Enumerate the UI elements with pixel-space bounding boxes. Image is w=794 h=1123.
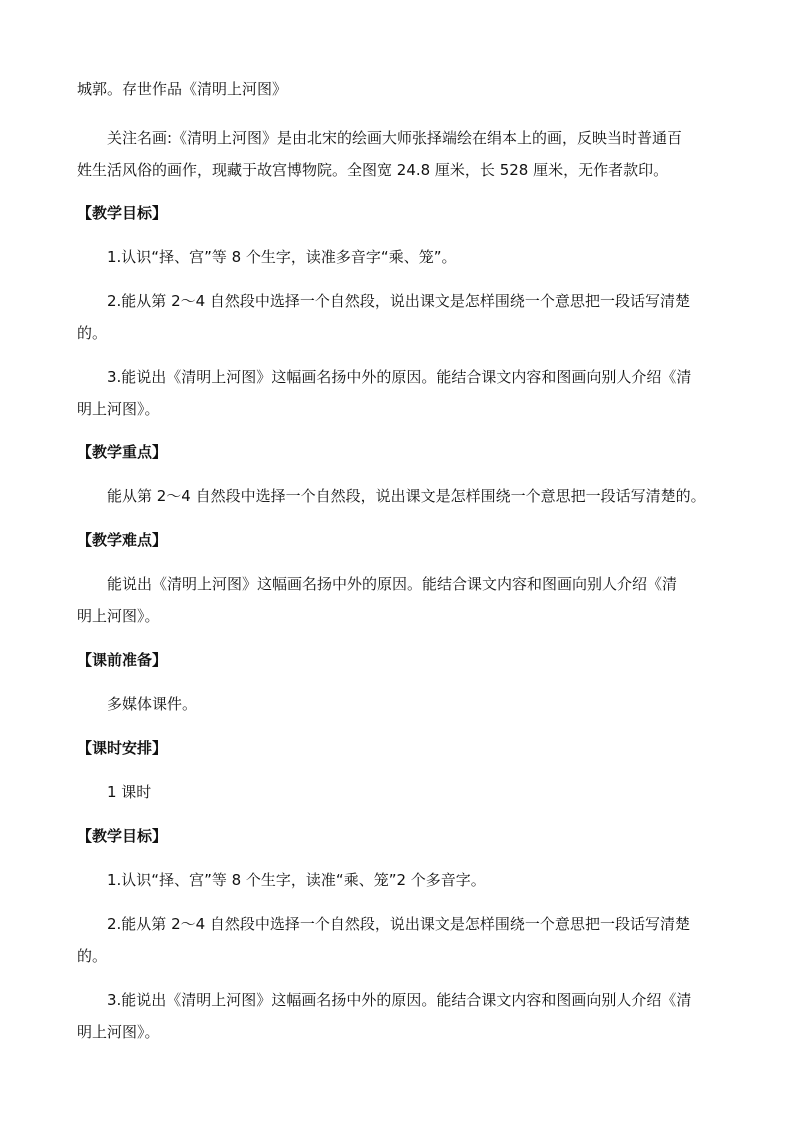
intro-line: 城郭。存世作品《清明上河图》 bbox=[77, 80, 288, 98]
goal-item-3-line-1: 3.能说出《清明上河图》这幅画名扬中外的原因。能结合课文内容和图画向别人介绍《清 bbox=[107, 368, 692, 386]
teaching-difficulty-line-1: 能说出《清明上河图》这幅画名扬中外的原因。能结合课文内容和图画向别人介绍《清 bbox=[107, 575, 678, 593]
goal2-item-2-line-2: 的。 bbox=[77, 947, 108, 965]
teaching-focus-heading: 【教学重点】 bbox=[77, 443, 168, 461]
focus-painting-line-2: 姓生活风俗的画作，现藏于故宫博物院。全图宽 24.8 厘米，长 528 厘米，无作者款印。 bbox=[77, 161, 669, 179]
goal-item-2-line-2: 的。 bbox=[77, 324, 108, 342]
goal2-item-1: 1.认识“择、宫”等 8 个生字，读准“乘、笼”2 个多音字。 bbox=[107, 871, 486, 889]
teaching-difficulty-line-2: 明上河图》。 bbox=[77, 607, 160, 625]
goal2-item-3-line-2: 明上河图》。 bbox=[77, 1023, 160, 1041]
teaching-focus-text: 能从第 2～4 自然段中选择一个自然段，说出课文是怎样围绕一个意思把一段话写清楚的。 bbox=[107, 487, 706, 505]
teaching-goals-heading-2: 【教学目标】 bbox=[77, 827, 168, 845]
teaching-difficulty-heading: 【教学难点】 bbox=[77, 531, 168, 549]
class-hours-text: 1 课时 bbox=[107, 783, 152, 801]
goal-item-2-line-1: 2.能从第 2～4 自然段中选择一个自然段，说出课文是怎样围绕一个意思把一段话写清楚 bbox=[107, 292, 690, 310]
goal-item-3-line-2: 明上河图》。 bbox=[77, 400, 160, 418]
goal2-item-2-line-1: 2.能从第 2～4 自然段中选择一个自然段，说出课文是怎样围绕一个意思把一段话写清楚 bbox=[107, 915, 690, 933]
goal-item-1: 1.认识“择、宫”等 8 个生字，读准多音字“乘、笼”。 bbox=[107, 248, 457, 266]
teaching-goals-heading: 【教学目标】 bbox=[77, 204, 168, 222]
preparation-heading: 【课前准备】 bbox=[77, 651, 168, 669]
preparation-text: 多媒体课件。 bbox=[107, 695, 198, 713]
focus-painting-line-1: 关注名画:《清明上河图》是由北宋的绘画大师张择端绘在绢本上的画，反映当时普通百 bbox=[107, 129, 683, 147]
goal2-item-3-line-1: 3.能说出《清明上河图》这幅画名扬中外的原因。能结合课文内容和图画向别人介绍《清 bbox=[107, 991, 692, 1009]
class-hours-heading: 【课时安排】 bbox=[77, 739, 168, 757]
